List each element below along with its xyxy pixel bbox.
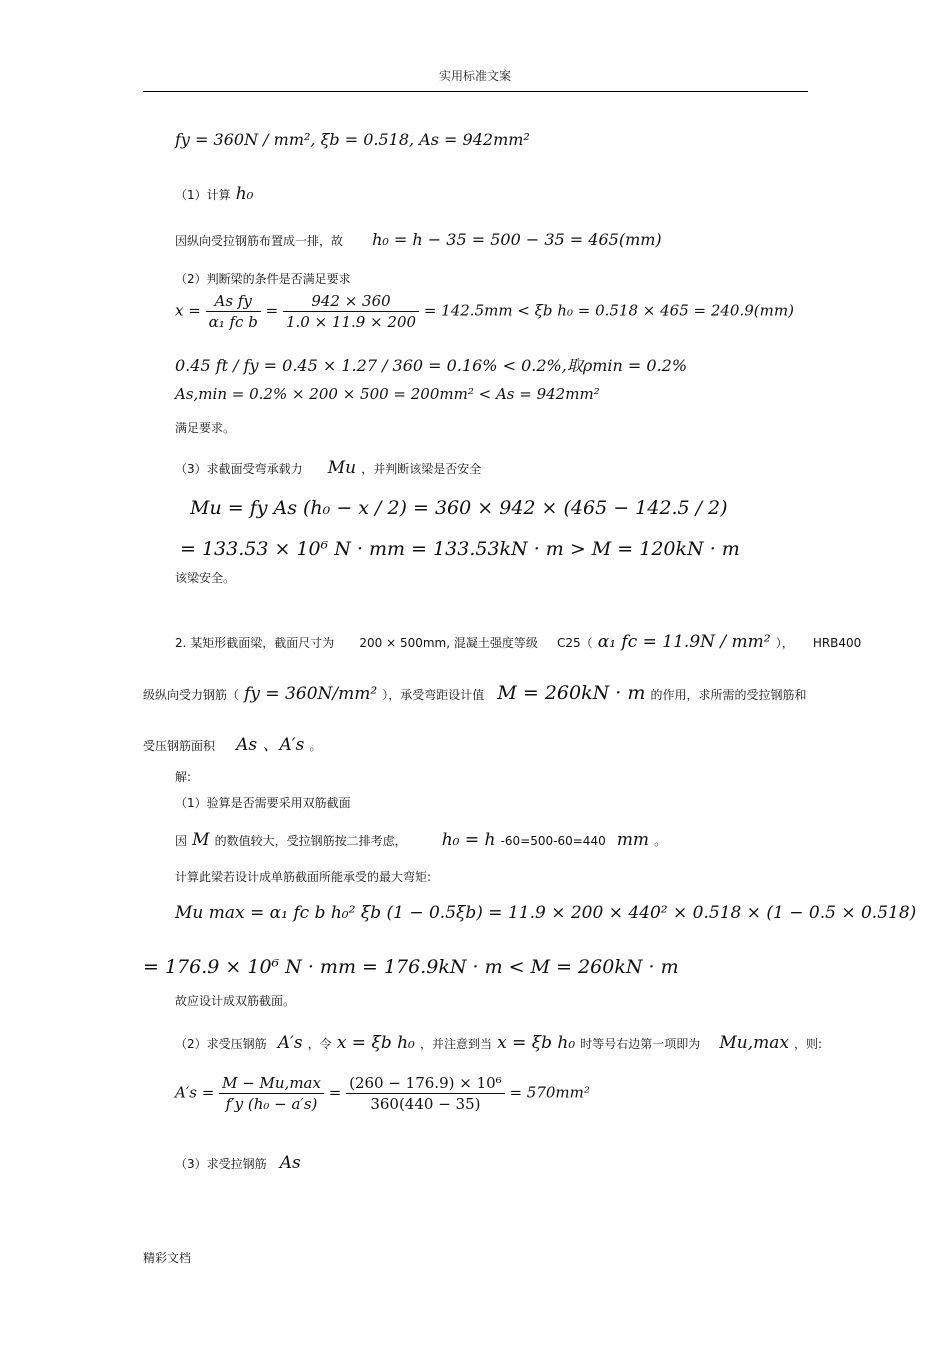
step2c-d: 时等号右边第一项即为: [580, 1037, 701, 1051]
as-lhs: A′s =: [175, 1083, 215, 1102]
mu-equation-1: Mu = fy As (h₀ − x / 2) = 360 × 942 × (465 − 142.5 / 2): [190, 497, 728, 519]
step3t-label: （3）求受拉钢筋: [175, 1157, 267, 1171]
x-rest: = 142.5mm < ξb h₀ = 0.518 × 465 = 240.9(mm): [423, 301, 794, 320]
asmin-equation: As,min = 0.2% × 200 × 500 = 200mm² < As = 942mm²: [175, 385, 600, 403]
x-fraction-1-numerator: As fy: [206, 292, 261, 312]
as-fraction-2: [346, 1074, 505, 1113]
step3-variable: Mu: [327, 458, 357, 478]
step2c-var: A′s: [277, 1033, 303, 1053]
problem2-line2: [143, 682, 806, 704]
given-values: fy = 360N / mm², ξb = 0.518, As = 942mm²: [175, 130, 530, 149]
page-header: 实用标准文案: [438, 69, 511, 83]
step2c-b: ，令: [307, 1037, 332, 1051]
step1-variable: h₀: [235, 184, 254, 204]
x-fraction-2-numerator: 942 × 360: [283, 292, 419, 312]
step2c-a: （2）求受压钢筋: [175, 1037, 267, 1051]
problem2-text-b: 200 × 500mm, 混凝土强度等级: [359, 636, 538, 650]
h0-second-row: [175, 830, 666, 850]
reason-text: 因纵向受拉钢筋布置成一排，故: [175, 234, 344, 248]
step2c-x: x = ξb h₀: [336, 1033, 415, 1053]
mu-max-equation: Mu max = α₁ fc b h₀² ξb (1 − 0.5ξb) = 11.9 × 200 × 440² × 0.518 × (1 − 0.5 × 0.518): [175, 903, 917, 923]
problem2-moment: M = 260kN · m: [497, 682, 646, 704]
h0-row: [175, 230, 662, 249]
problem2-line2-a: 级纵向受力钢筋（: [143, 688, 240, 702]
x-fraction-1-denominator: α₁ fc b: [208, 313, 258, 331]
step2-label: （2）判断梁的条件是否满足要求: [175, 272, 351, 286]
step3-row: [175, 458, 481, 478]
h0-row-mm: mm: [616, 830, 650, 850]
step3-tail: ，并判断该梁是否安全: [361, 462, 482, 476]
step3t-var: As: [279, 1153, 301, 1173]
rho-equation: 0.45 ft / fy = 0.45 × 1.27 / 360 = 0.16% < 0.2%,取ρmin = 0.2%: [175, 356, 688, 375]
step1-row: [175, 184, 254, 204]
solution-label: 解:: [175, 770, 192, 784]
h0-row-M: M: [192, 830, 210, 850]
requirement-met: 满足要求。: [175, 421, 236, 435]
h0-row-b: 的数值较大，受拉钢筋按二排考虑，: [214, 834, 407, 848]
x-fraction-1: [206, 292, 261, 331]
x-lhs: x =: [175, 301, 201, 320]
step2c-c: ，并注意到当: [419, 1037, 492, 1051]
problem2-fy: fy = 360N/mm²: [244, 684, 378, 704]
step2c-e: ，则:: [794, 1037, 823, 1051]
h0-row-a: 因: [175, 834, 188, 848]
max-moment-intro: 计算此梁若设计成单筋截面所能承受的最大弯矩:: [175, 870, 432, 884]
h0-row-c: -60=500-60=440: [500, 834, 606, 848]
problem2-line2-c: 的作用，求所需的受拉钢筋和: [650, 688, 807, 702]
problem2-text-a: 2. 某矩形截面梁，截面尺寸为: [175, 636, 335, 650]
compression-area-equation: A′s = $\frac{M - Mu,\max}{\text{f′y (h₀ − a′s)}}$ = $\frac{\text{(260 − 176.9) × 10⁶}}{360(440 - 35)}$ = 570mm²: [175, 1074, 590, 1113]
mu-equation-2: = 133.53 × 10⁶ N · mm = 133.53kN · m > M = 120kN · m: [180, 538, 740, 560]
double-section-conclusion: 故应设计成双筋截面。: [175, 994, 296, 1008]
as-fraction-2-numerator: (260 − 176.9) × 10⁶: [346, 1074, 505, 1094]
problem2-line3-a: 受压钢筋面积: [143, 739, 216, 753]
as-fraction-1-numerator: M − Mu,max: [219, 1074, 324, 1094]
problem2-line3: [143, 730, 321, 755]
problem2-text-d: ），: [775, 636, 794, 650]
x-fraction-2: [283, 292, 419, 331]
as-fraction-2-denominator: 360(440 − 35): [370, 1095, 481, 1113]
problem2-line3-b: 。: [309, 739, 322, 753]
header-rule: [143, 91, 808, 92]
page-footer: 精彩文档: [143, 1251, 192, 1265]
problem2-text-e: HRB400: [812, 636, 862, 650]
beam-safe: 该梁安全。: [175, 571, 236, 585]
h0-row-d: 。: [654, 834, 667, 848]
problem2-line2-b: ），承受弯距设计值: [382, 688, 485, 702]
problem2-line1: [175, 632, 861, 652]
step2-compression-row: [175, 1033, 822, 1053]
as-fraction-1-denominator: f′y (h₀ − a′s): [225, 1095, 318, 1113]
step1-label: （1）计算: [175, 188, 231, 202]
step2c-mu: Mu,max: [719, 1033, 789, 1053]
problem2-areas: As 、A′s: [236, 735, 305, 755]
h0-equation: h₀ = h − 35 = 500 − 35 = 465(mm): [372, 230, 662, 249]
as-fraction-1: [219, 1074, 324, 1113]
step2c-x2: x = ξb h₀: [497, 1033, 576, 1053]
x-fraction-2-denominator: 1.0 × 11.9 × 200: [285, 313, 417, 331]
mu-max-result: = 176.9 × 10⁶ N · mm = 176.9kN · m < M = 260kN · m: [143, 956, 679, 978]
step-check-double: （1）验算是否需要采用双筋截面: [175, 796, 351, 810]
x-equation: x = $\frac{\text{As fy}}{\text{α₁ fc b}}$ = $\frac{942 \times 360}{1.0 \times 11.9 \times 200}$ = 142.5mm < ξb h₀ = 0.518 × 465 = 240.9(mm): [175, 292, 794, 331]
step3-label: （3）求截面受弯承载力: [175, 462, 303, 476]
problem2-alpha: α₁ fc = 11.9N / mm²: [597, 632, 771, 652]
step3-tension-row: [175, 1153, 301, 1173]
h0-row-h: h₀ = h: [441, 830, 496, 850]
problem2-text-c: C25（: [556, 636, 593, 650]
as-rest: = 570mm²: [509, 1083, 590, 1102]
